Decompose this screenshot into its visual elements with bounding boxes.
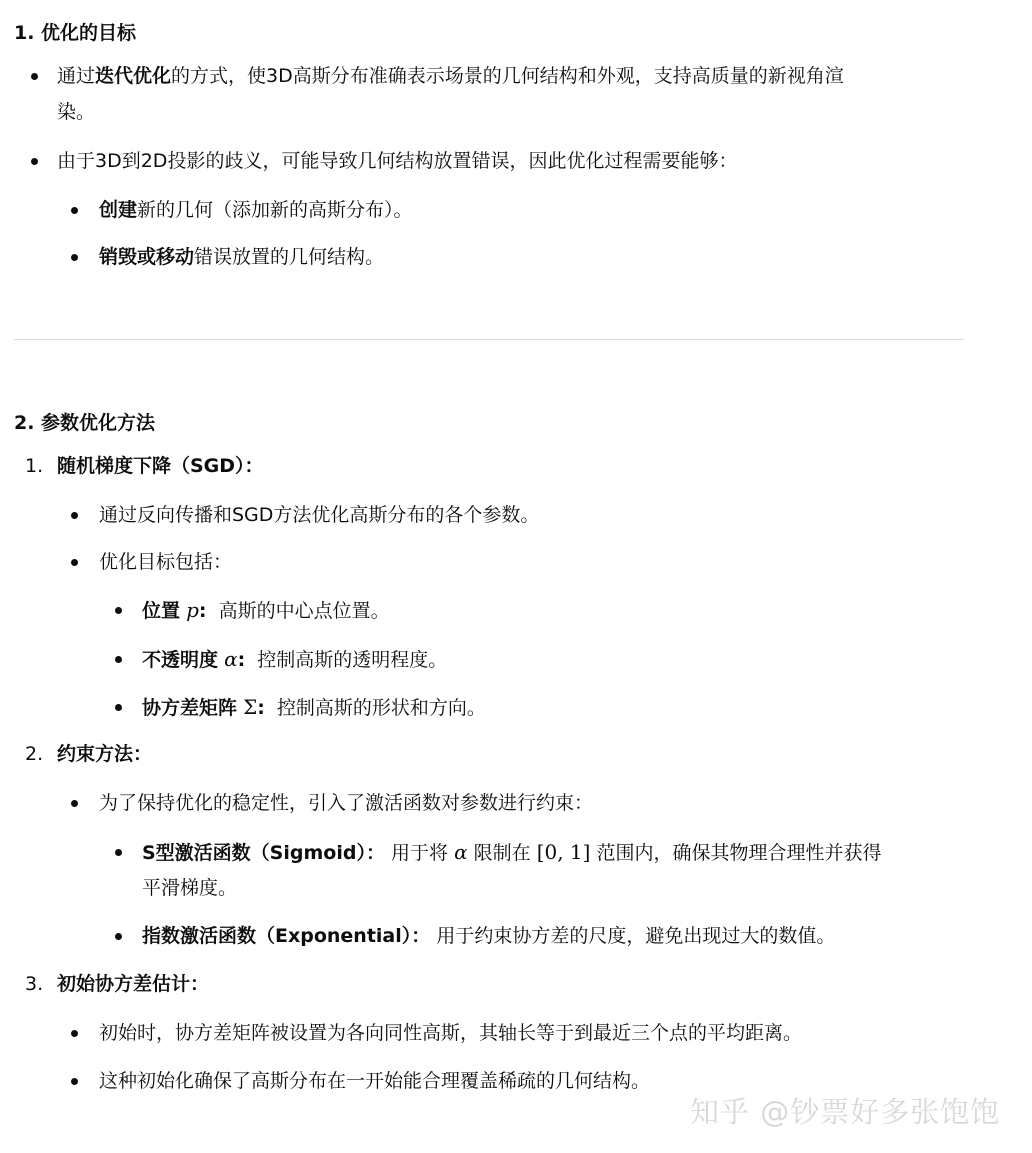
list-number: 1.	[25, 455, 44, 477]
target-opacity: 不透明度 α: 控制高斯的透明程度。	[142, 647, 448, 671]
section1-item-1-cont: 染。	[57, 101, 96, 123]
watermark: 知乎 @钞票好多张饱饱	[690, 1095, 1001, 1129]
activation-sigmoid-cont: 平滑梯度。	[142, 877, 238, 899]
bullet	[71, 1030, 78, 1037]
sgd-item-1: 通过反向传播和SGD方法优化高斯分布的各个参数。	[99, 504, 540, 526]
activation-exponential: 指数激活函数（Exponential）： 用于约束协方差的尺度，避免出现过大的数值。	[142, 925, 836, 947]
bullet	[31, 158, 38, 165]
bullet	[71, 559, 78, 566]
init-title: 初始协方差估计：	[57, 973, 210, 995]
section1-title: 1. 优化的目标	[14, 22, 137, 44]
target-covariance: 协方差矩阵 Σ: 控制高斯的形状和方向。	[142, 695, 486, 719]
bullet	[115, 849, 122, 856]
constraint-item: 为了保持优化的稳定性，引入了激活函数对参数进行约束：	[99, 792, 594, 814]
bullet	[115, 607, 122, 614]
init-item-1: 初始时，协方差矩阵被设置为各向同性高斯，其轴长等于到最近三个点的平均距离。	[99, 1022, 803, 1044]
bullet	[71, 1078, 78, 1085]
bullet	[71, 207, 78, 214]
section1-item-1: 通过迭代优化的方式，使3D高斯分布准确表示场景的几何结构和外观，支持高质量的新视角渲	[57, 65, 844, 87]
list-number: 2.	[25, 743, 44, 765]
bullet	[71, 800, 78, 807]
section2-title: 2. 参数优化方法	[14, 412, 156, 434]
list-number: 3.	[25, 973, 44, 995]
bullet	[115, 704, 122, 711]
activation-sigmoid: S型激活函数（Sigmoid）： 用于将 α 限制在 [0, 1] 范围内，确保其物理合理性并获得	[142, 840, 882, 864]
section1-item-2: 由于3D到2D投影的歧义，可能导致几何结构放置错误，因此优化过程需要能够：	[57, 150, 738, 172]
section1-subitem-destroy: 销毁或移动错误放置的几何结构。	[99, 246, 385, 268]
sgd-title: 随机梯度下降（SGD）：	[57, 455, 264, 477]
init-item-2: 这种初始化确保了高斯分布在一开始能合理覆盖稀疏的几何结构。	[99, 1070, 651, 1092]
bullet	[31, 73, 38, 80]
target-position: 位置 p: 高斯的中心点位置。	[142, 598, 390, 622]
bullet	[71, 254, 78, 261]
constraint-title: 约束方法：	[57, 743, 153, 765]
bullet	[115, 933, 122, 940]
divider	[14, 339, 964, 340]
bullet	[71, 512, 78, 519]
section1-subitem-create: 创建新的几何（添加新的高斯分布）。	[99, 199, 413, 221]
bullet	[115, 656, 122, 663]
sgd-item-2: 优化目标包括：	[99, 551, 233, 573]
